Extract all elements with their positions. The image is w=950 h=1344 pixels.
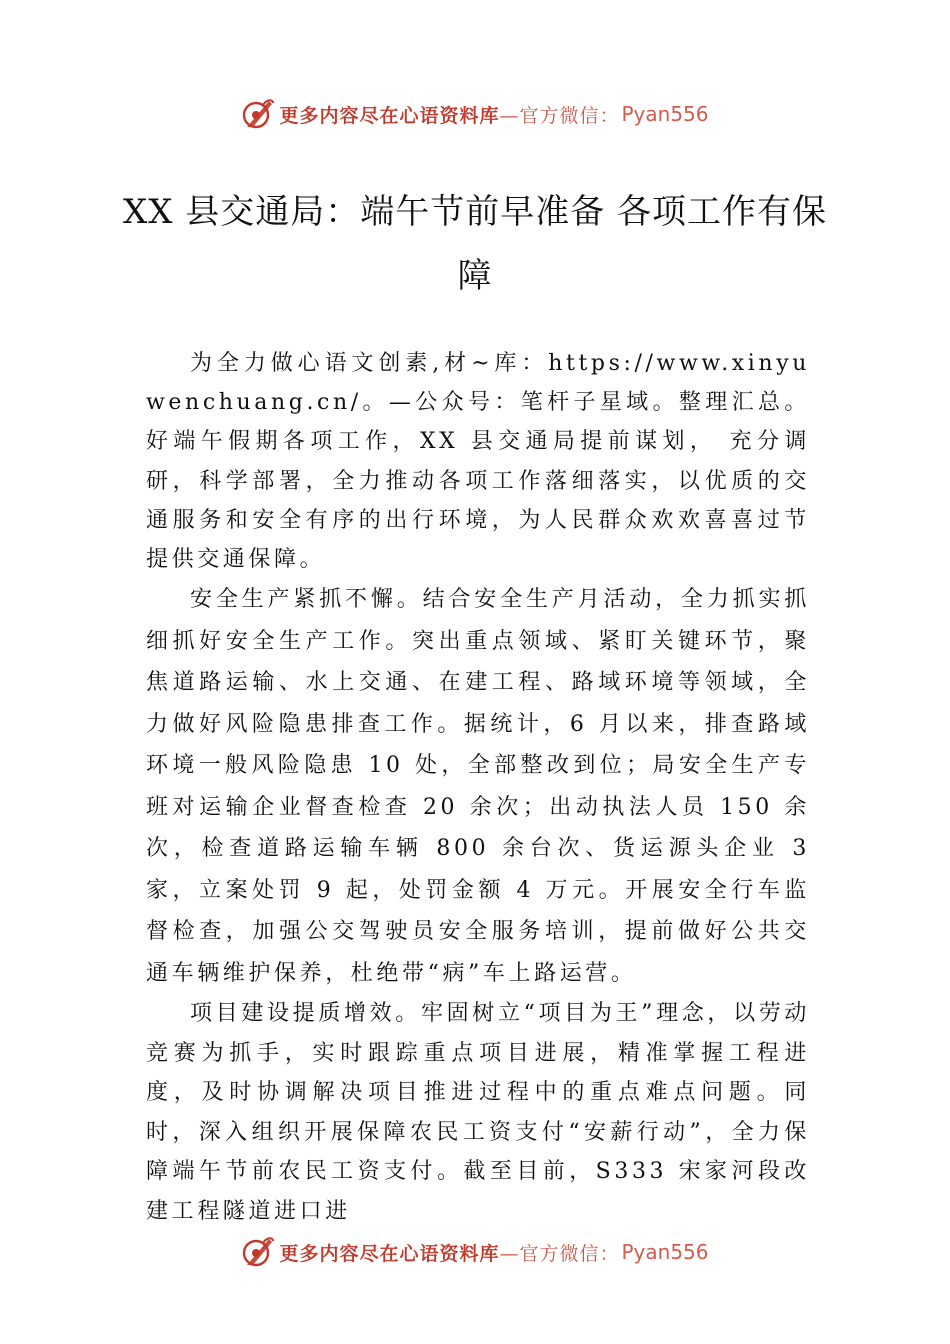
paragraph-projects: 项目建设提质增效。牢固树立“项目为王”理念，以劳动竞赛为抓手，实时跟踪重点项目进展，精准掌握工程进度，及时协调解决项目推进过程中的重点难点问题。同时，深入组织开展保障农民工资支付“安薪行动”，全力保障端午节前农民工资支付。截至目前，S333 宋家河段改建工程隧道进口进: [146, 1001, 810, 1224]
paragraph-safety: 安全生产紧抓不懈。结合安全生产月活动，全力抓实抓细抓好安全生产工作。突出重点领域、紧盯关键环节，聚焦道路运输、水上交通、在建工程、路域环境等领域，全力做好风险隐患排查工作。据统计，6 月以来，排查路域环境一般风险隐患 10 处，全部整改到位；局安全生产专班对运输企业督查检查 20 余次；出动执法人员 150 余次，检查道路运输车辆 800 余台次、货运源头企业 3 家，立案处罚 9 起，处罚金额 4 万元。开展安全行车监督检查，加强公交驾驶员安全服务培训，提前做好公共交通车辆维护保养，杜绝带“病”车上路运营。: [146, 587, 810, 986]
document-title: XX 县交通局：端午节前早准备 各项工作有保障: [122, 192, 828, 296]
paragraph-intro: 为全力做心语文创素,材~库：https://www.xinyuwenchuang.cn/。—公众号：笔杆子星域。整理汇总。好端午假期各项工作，XX 县交通局提前谋划， 充分调研，科学部署，全力推动各项工作落细落实，以优质的交通服务和安全有序的出行环境，为人民群众欢欢喜喜过节提供交通保障。: [146, 351, 810, 573]
quill-pen-seal-icon: [241, 1235, 275, 1269]
header-watermark: [0, 94, 950, 134]
watermark-lead-text: 更多内容尽在心语资料库: [279, 104, 500, 127]
watermark-wechat-label: —官方微信：: [499, 1242, 620, 1265]
footer-watermark: [0, 1232, 950, 1272]
watermark-wechat-id: Pyan556: [621, 1240, 709, 1264]
watermark-wechat-id: Pyan556: [621, 102, 709, 126]
document-body: [146, 344, 810, 1231]
quill-pen-seal-icon: [241, 97, 275, 131]
watermark-lead-text: 更多内容尽在心语资料库: [279, 1242, 500, 1265]
watermark-wechat-label: —官方微信：: [499, 104, 620, 127]
